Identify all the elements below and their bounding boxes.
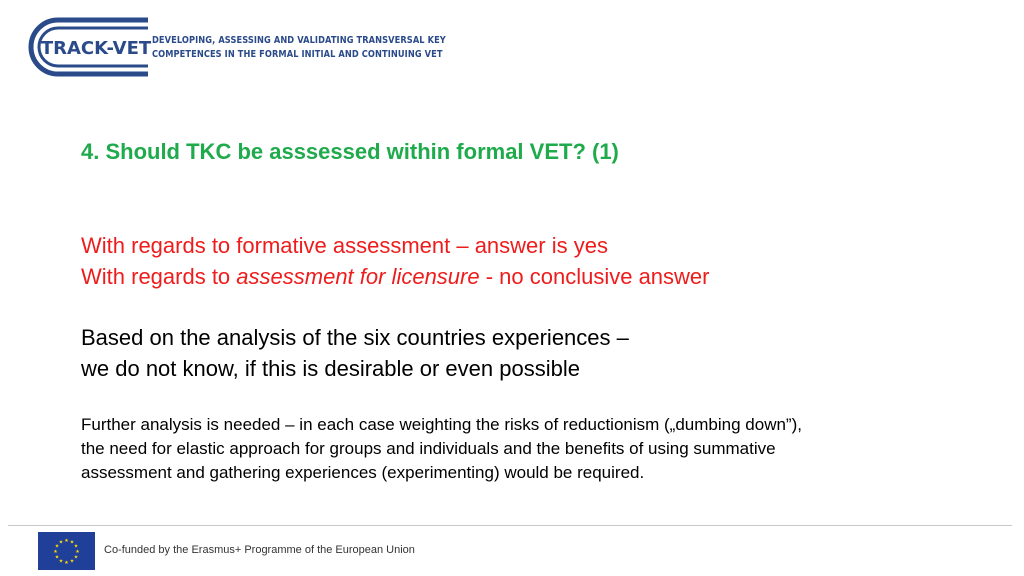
eu-star: ★ (54, 554, 60, 561)
red-line-1: With regards to formative assessment – answer is yes (81, 233, 608, 258)
eu-star: ★ (69, 558, 75, 565)
analysis-line-1: Based on the analysis of the six countries experiences – (81, 325, 629, 350)
red-line-2 (81, 261, 710, 292)
red-line-2-prefix: With regards to (81, 264, 237, 289)
slide-title: 4. Should TKC be asssessed within formal VET? (1) (81, 139, 619, 164)
logo-tagline-line1: DEVELOPING, ASSESSING AND VALIDATING TRANSVERSAL KEY (152, 35, 446, 46)
eu-star: ★ (64, 537, 69, 544)
further-analysis-paragraph (81, 413, 802, 485)
analysis-line-2: we do not know, if this is desirable or even possible (81, 356, 580, 381)
further-line-3: assessment and gathering experiences (experimenting) would be required. (81, 463, 645, 482)
eu-star: ★ (64, 559, 69, 566)
eu-star: ★ (69, 539, 75, 546)
red-line-2-suffix: - no conclusive answer (479, 264, 710, 289)
red-statements (81, 230, 710, 292)
logo-tagline-line2: COMPETENCES IN THE FORMAL INITIAL AND CONTINUING VET (152, 49, 443, 60)
track-vet-logo-mark (28, 16, 153, 78)
eu-star: ★ (58, 558, 64, 565)
eu-star: ★ (54, 543, 60, 550)
track-vet-logo (28, 16, 446, 78)
footer-divider (8, 525, 1012, 526)
eu-star: ★ (53, 548, 58, 555)
further-line-2: the need for elastic approach for groups and individuals and the benefits of using summative (81, 439, 776, 458)
eu-star: ★ (73, 543, 79, 550)
further-line-1: Further analysis is needed – in each case weighting the risks of reductionism („dumbing down”), (81, 415, 802, 434)
eu-star: ★ (58, 539, 64, 546)
eu-star: ★ (75, 548, 80, 555)
logo-wordmark: TRACK-VET (40, 38, 152, 59)
red-line-2-italic: assessment for licensure (236, 264, 480, 289)
analysis-statement (81, 322, 629, 384)
footer-cofunded-text: Co-funded by the Erasmus+ Programme of the European Union (104, 544, 415, 556)
logo-tagline (152, 34, 446, 62)
eu-star: ★ (73, 554, 79, 561)
eu-flag-icon (38, 532, 95, 570)
